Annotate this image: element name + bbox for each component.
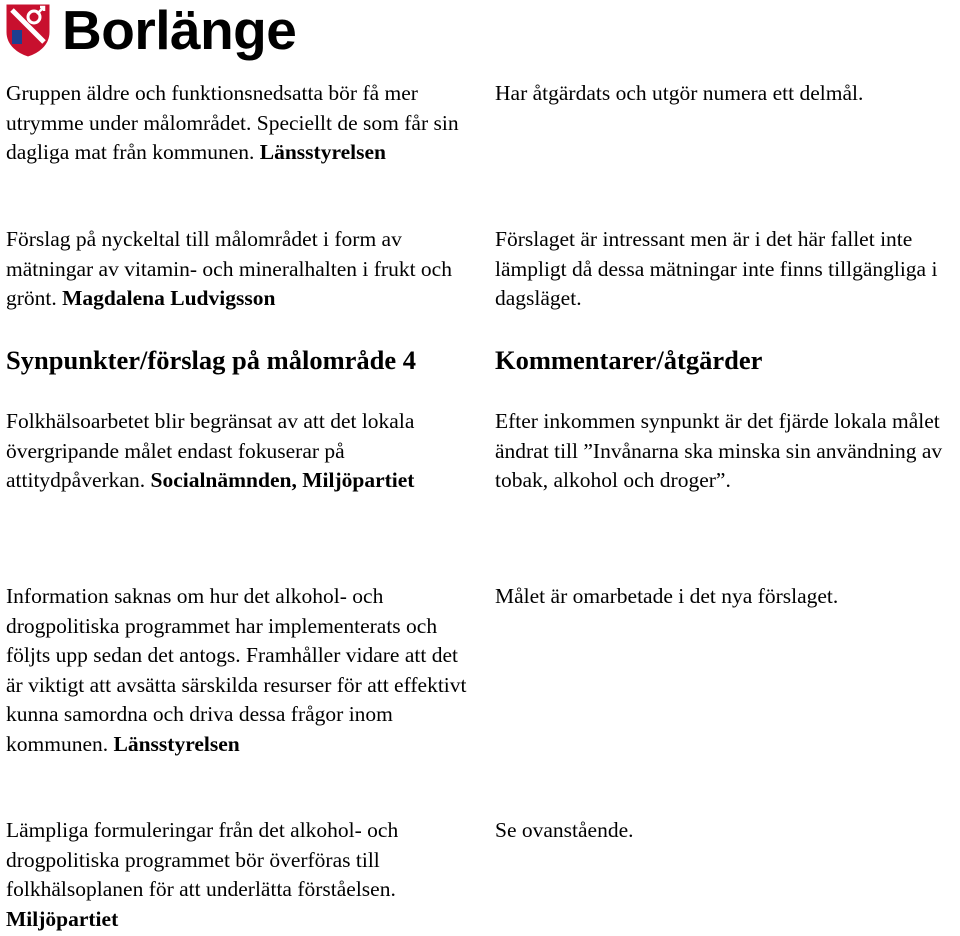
comment-text: Folkhälsoarbetet blir begränsat av att det lokala övergripande målet endast fokuserar på attitydpåverkan.: [6, 409, 415, 492]
borlange-crest-icon: [4, 2, 52, 58]
comment-text: Information saknas om hur det alkohol- och drogpolitiska programmet har implementerats och följts upp sedan det antogs. Framhåller vidare att det är viktigt att avsätta särskilda resurser för att effektivt kunna samordna och driva dessa frågor inom kommunen.: [6, 584, 467, 756]
comment-author: Miljöpartiet: [6, 906, 119, 931]
brand-name: Borlänge: [62, 0, 297, 61]
response-text: Se ovanstående.: [495, 818, 634, 842]
response-text: Har åtgärdats och utgör numera ett delmål.: [495, 81, 864, 105]
comment-1: [6, 79, 476, 168]
response-2: [495, 225, 957, 314]
response-4: [495, 582, 957, 612]
response-text: Målet är omarbetade i det nya förslaget.: [495, 584, 839, 608]
comment-author: Länsstyrelsen: [259, 140, 386, 164]
comment-author: Socialnämnden, Miljöpartiet: [150, 468, 415, 492]
comment-5: [6, 816, 476, 934]
comment-4: [6, 582, 476, 759]
comment-text: Gruppen äldre och funktionsnedsatta bör få mer utrymme under målområdet. Speciellt de som får sin dagliga mat från kommunen.: [6, 81, 459, 164]
comment-text: Förslag på nyckeltal till målområdet i form av mätningar av vitamin- och mineralhalten i frukt och grönt.: [6, 227, 452, 310]
response-text: Förslaget är intressant men är i det här fallet inte lämpligt då dessa mätningar inte finns tillgängliga i dagsläget.: [495, 227, 938, 310]
comment-3: [6, 407, 476, 496]
section-heading-left: Synpunkter/förslag på målområde 4: [6, 345, 417, 375]
comment-author: Länsstyrelsen: [113, 731, 240, 756]
comment-author: Magdalena Ludvigsson: [62, 286, 276, 310]
response-3: [495, 407, 957, 496]
section-heading-right: Kommentarer/åtgärder: [495, 345, 763, 375]
response-1: [495, 79, 957, 109]
response-5: [495, 816, 957, 846]
response-text: Efter inkommen synpunkt är det fjärde lokala målet ändrat till ”Invånarna ska minska sin användning av tobak, alkohol och droger”.: [495, 409, 943, 492]
comment-2: [6, 225, 476, 314]
comment-text: Lämpliga formuleringar från det alkohol- och drogpolitiska programmet bör överföras till folkhälsoplanen för att underlätta förståelsen.: [6, 818, 399, 901]
